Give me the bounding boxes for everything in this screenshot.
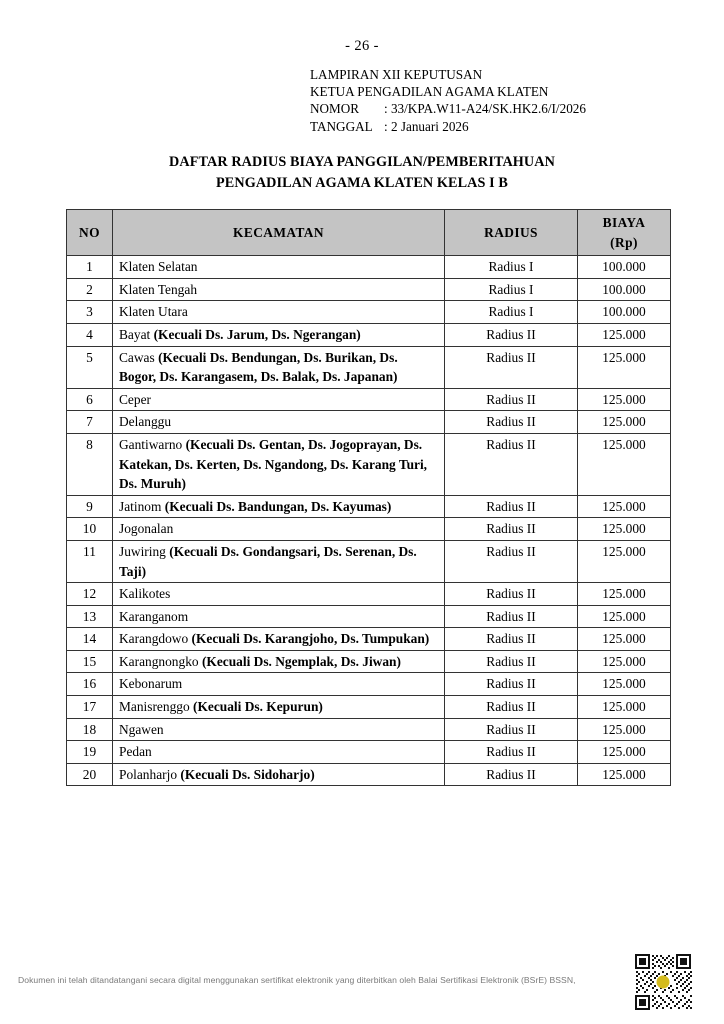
kecamatan-name: Polanharjo bbox=[119, 766, 178, 782]
cell-biaya: 125.000 bbox=[578, 540, 671, 582]
cell-no: 3 bbox=[67, 301, 113, 324]
cell-biaya: 100.000 bbox=[578, 256, 671, 279]
kecamatan-name: Cawas bbox=[119, 349, 155, 365]
table-body bbox=[67, 256, 671, 786]
table-row bbox=[67, 628, 671, 651]
cell-no: 10 bbox=[67, 518, 113, 541]
cell-no: 17 bbox=[67, 696, 113, 719]
kecamatan-name: Karanganom bbox=[119, 608, 189, 624]
table-row bbox=[67, 605, 671, 628]
cell-kecamatan bbox=[113, 605, 445, 628]
cell-no: 1 bbox=[67, 256, 113, 279]
cell-kecamatan bbox=[113, 540, 445, 582]
cell-radius: Radius II bbox=[445, 388, 578, 411]
cell-no: 19 bbox=[67, 741, 113, 764]
cell-kecamatan bbox=[113, 301, 445, 324]
cell-kecamatan bbox=[113, 718, 445, 741]
cell-radius: Radius II bbox=[445, 495, 578, 518]
kecamatan-exception: (Kecuali Ds. Bendungan, Ds. Burikan, Ds. Bogor, Ds. Karangasem, Ds. Balak, Ds. Japanan) bbox=[119, 349, 398, 385]
cell-biaya: 125.000 bbox=[578, 650, 671, 673]
cell-no: 11 bbox=[67, 540, 113, 582]
cell-radius: Radius II bbox=[445, 696, 578, 719]
cell-biaya: 100.000 bbox=[578, 301, 671, 324]
cell-kecamatan bbox=[113, 278, 445, 301]
cell-no: 15 bbox=[67, 650, 113, 673]
cell-no: 9 bbox=[67, 495, 113, 518]
column-header-biaya-line-1: BIAYA bbox=[602, 215, 646, 230]
cell-kecamatan bbox=[113, 346, 445, 388]
letterhead-block bbox=[310, 66, 586, 135]
kecamatan-exception: (Kecuali Ds. Jarum, Ds. Ngerangan) bbox=[153, 326, 361, 342]
kecamatan-name: Kalikotes bbox=[119, 586, 171, 602]
cell-biaya: 125.000 bbox=[578, 696, 671, 719]
cell-biaya: 125.000 bbox=[578, 763, 671, 786]
table-row bbox=[67, 763, 671, 786]
cell-kecamatan bbox=[113, 495, 445, 518]
cell-radius: Radius II bbox=[445, 583, 578, 606]
letterhead-line-1: LAMPIRAN XII KEPUTUSAN bbox=[310, 67, 483, 82]
letterhead-nomor bbox=[310, 100, 586, 117]
table-row bbox=[67, 718, 671, 741]
cell-no: 6 bbox=[67, 388, 113, 411]
table-row bbox=[67, 540, 671, 582]
cell-biaya: 125.000 bbox=[578, 605, 671, 628]
table-row bbox=[67, 741, 671, 764]
letterhead-nomor-label: NOMOR bbox=[310, 101, 360, 117]
cell-no: 5 bbox=[67, 346, 113, 388]
cell-kecamatan bbox=[113, 763, 445, 786]
cell-radius: Radius II bbox=[445, 540, 578, 582]
cell-biaya: 125.000 bbox=[578, 411, 671, 434]
cell-radius: Radius II bbox=[445, 605, 578, 628]
cell-kecamatan bbox=[113, 696, 445, 719]
letterhead-tanggal bbox=[310, 118, 586, 135]
kecamatan-exception: (Kecuali Ds. Kepurun) bbox=[193, 699, 323, 715]
cell-biaya: 125.000 bbox=[578, 495, 671, 518]
kecamatan-name: Klaten Utara bbox=[119, 304, 188, 320]
column-header-kecamatan: KECAMATAN bbox=[113, 210, 445, 256]
document-title bbox=[0, 152, 724, 194]
cell-no: 2 bbox=[67, 278, 113, 301]
cell-no: 4 bbox=[67, 323, 113, 346]
cell-biaya: 100.000 bbox=[578, 278, 671, 301]
table-header-row bbox=[67, 210, 671, 256]
cell-biaya: 125.000 bbox=[578, 583, 671, 606]
cell-radius: Radius II bbox=[445, 323, 578, 346]
cell-radius: Radius II bbox=[445, 411, 578, 434]
kecamatan-name: Ngawen bbox=[119, 721, 164, 737]
table-row bbox=[67, 301, 671, 324]
kecamatan-name: Jatinom bbox=[119, 498, 162, 514]
kecamatan-exception: (Kecuali Ds. Ngemplak, Ds. Jiwan) bbox=[201, 653, 401, 669]
cell-no: 20 bbox=[67, 763, 113, 786]
kecamatan-name: Kebonarum bbox=[119, 676, 183, 692]
kecamatan-exception: (Kecuali Ds. Gentan, Ds. Jogoprayan, Ds. Katekan, Ds. Kerten, Ds. Ngandong, Ds. Karang Turi, Ds. Muruh) bbox=[119, 436, 428, 492]
cell-radius: Radius I bbox=[445, 278, 578, 301]
cell-radius: Radius II bbox=[445, 433, 578, 495]
cell-radius: Radius II bbox=[445, 673, 578, 696]
cell-biaya: 125.000 bbox=[578, 673, 671, 696]
cell-kecamatan bbox=[113, 323, 445, 346]
page-number: - 26 - bbox=[345, 38, 379, 54]
cell-no: 7 bbox=[67, 411, 113, 434]
cell-radius: Radius I bbox=[445, 256, 578, 279]
cell-kecamatan bbox=[113, 518, 445, 541]
table-row bbox=[67, 278, 671, 301]
cell-kecamatan bbox=[113, 741, 445, 764]
cell-biaya: 125.000 bbox=[578, 741, 671, 764]
kecamatan-name: Juwiring bbox=[119, 543, 166, 559]
kecamatan-name: Karangnongko bbox=[119, 653, 199, 669]
cell-kecamatan bbox=[113, 433, 445, 495]
table-header bbox=[67, 210, 671, 256]
cell-radius: Radius I bbox=[445, 301, 578, 324]
kecamatan-exception: (Kecuali Ds. Gondangsari, Ds. Serenan, Ds. Taji) bbox=[119, 543, 417, 579]
kecamatan-name: Manisrenggo bbox=[119, 699, 190, 715]
column-header-no: NO bbox=[67, 210, 113, 256]
table-row bbox=[67, 323, 671, 346]
cell-radius: Radius II bbox=[445, 518, 578, 541]
table-row bbox=[67, 495, 671, 518]
table-row bbox=[67, 650, 671, 673]
cell-radius: Radius II bbox=[445, 346, 578, 388]
kecamatan-exception: (Kecuali Ds. Bandungan, Ds. Kayumas) bbox=[164, 498, 392, 514]
cell-kecamatan bbox=[113, 673, 445, 696]
cell-kecamatan bbox=[113, 650, 445, 673]
cell-no: 16 bbox=[67, 673, 113, 696]
digital-signature-note: Dokumen ini telah ditandatangani secara digital menggunakan sertifikat elektronik yang diterbitkan oleh Balai Sertifikasi Elektronik (BSrE) BSSN, bbox=[18, 975, 576, 985]
cell-kecamatan bbox=[113, 628, 445, 651]
cell-biaya: 125.000 bbox=[578, 388, 671, 411]
kecamatan-name: Bayat bbox=[119, 326, 154, 342]
kecamatan-exception: (Kecuali Ds. Karangjoho, Ds. Tumpukan) bbox=[191, 631, 430, 647]
column-header-biaya-line-2: (Rp) bbox=[610, 234, 638, 250]
table-row bbox=[67, 346, 671, 388]
radius-fee-table bbox=[66, 209, 671, 786]
cell-radius: Radius II bbox=[445, 628, 578, 651]
cell-biaya: 125.000 bbox=[578, 518, 671, 541]
cell-radius: Radius II bbox=[445, 741, 578, 764]
cell-kecamatan bbox=[113, 388, 445, 411]
table-row bbox=[67, 583, 671, 606]
cell-biaya: 125.000 bbox=[578, 346, 671, 388]
kecamatan-name: Jogonalan bbox=[119, 521, 174, 537]
kecamatan-name: Klaten Selatan bbox=[119, 259, 198, 275]
kecamatan-name: Delanggu bbox=[119, 414, 172, 430]
cell-kecamatan bbox=[113, 583, 445, 606]
cell-biaya: 125.000 bbox=[578, 433, 671, 495]
cell-radius: Radius II bbox=[445, 650, 578, 673]
table-row bbox=[67, 256, 671, 279]
letterhead-nomor-value: : 33/KPA.W11-A24/SK.HK2.6/I/2026 bbox=[384, 101, 586, 117]
cell-biaya: 125.000 bbox=[578, 323, 671, 346]
cell-no: 18 bbox=[67, 718, 113, 741]
cell-no: 13 bbox=[67, 605, 113, 628]
cell-kecamatan bbox=[113, 256, 445, 279]
cell-no: 8 bbox=[67, 433, 113, 495]
letterhead-line-2: KETUA PENGADILAN AGAMA KLATEN bbox=[310, 84, 549, 100]
cell-biaya: 125.000 bbox=[578, 628, 671, 651]
document-title-line-1: DAFTAR RADIUS BIAYA PANGGILAN/PEMBERITAHUAN bbox=[169, 154, 555, 170]
table-row bbox=[67, 696, 671, 719]
kecamatan-name: Ceper bbox=[119, 391, 151, 407]
kecamatan-name: Klaten Tengah bbox=[119, 281, 198, 297]
table-row bbox=[67, 411, 671, 434]
document-title-line-2: PENGADILAN AGAMA KLATEN KELAS I B bbox=[216, 175, 508, 191]
qr-code[interactable] bbox=[632, 951, 694, 1013]
table-row bbox=[67, 388, 671, 411]
column-header-biaya bbox=[578, 210, 671, 256]
kecamatan-name: Gantiwarno bbox=[119, 436, 183, 452]
table-row bbox=[67, 433, 671, 495]
letterhead-tanggal-label: TANGGAL bbox=[310, 118, 373, 134]
cell-radius: Radius II bbox=[445, 718, 578, 741]
kecamatan-name: Karangdowo bbox=[119, 631, 189, 647]
cell-no: 14 bbox=[67, 628, 113, 651]
table-row bbox=[67, 673, 671, 696]
cell-no: 12 bbox=[67, 583, 113, 606]
kecamatan-name: Pedan bbox=[119, 744, 152, 760]
table-row bbox=[67, 518, 671, 541]
letterhead-tanggal-value: : 2 Januari 2026 bbox=[384, 118, 469, 134]
kecamatan-exception: (Kecuali Ds. Sidoharjo) bbox=[180, 766, 315, 782]
column-header-radius: RADIUS bbox=[445, 210, 578, 256]
cell-radius: Radius II bbox=[445, 763, 578, 786]
cell-biaya: 125.000 bbox=[578, 718, 671, 741]
cell-kecamatan bbox=[113, 411, 445, 434]
